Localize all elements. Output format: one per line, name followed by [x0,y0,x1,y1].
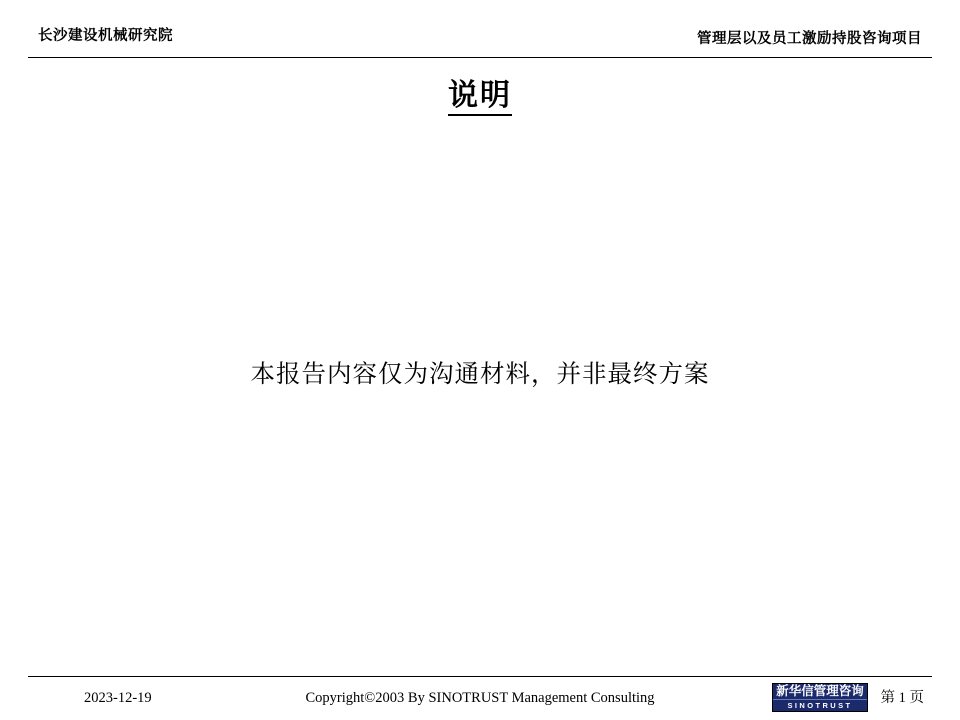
footer-date: 2023-12-19 [84,690,152,706]
slide-header [0,0,960,58]
page-title-text: 说明 [448,79,512,116]
logo-english-name: SINOTRUST [773,699,867,711]
header-organization-title: 长沙建设机械研究院 [38,28,173,44]
footer-divider [28,676,932,677]
header-project-title: 管理层以及员工激励持股咨询项目 [697,31,922,47]
footer-page-number: 第 1 页 [880,690,924,706]
slide-body-text: 本报告内容仅为沟通材料，并非最终方案 [250,361,710,388]
page-title [0,78,960,114]
logo-chinese-name: 新华信管理咨询 [776,684,864,698]
header-divider [28,57,932,58]
footer-copyright: Copyright©2003 By SINOTRUST Management Consulting [305,690,655,706]
sinotrust-logo [772,683,868,712]
